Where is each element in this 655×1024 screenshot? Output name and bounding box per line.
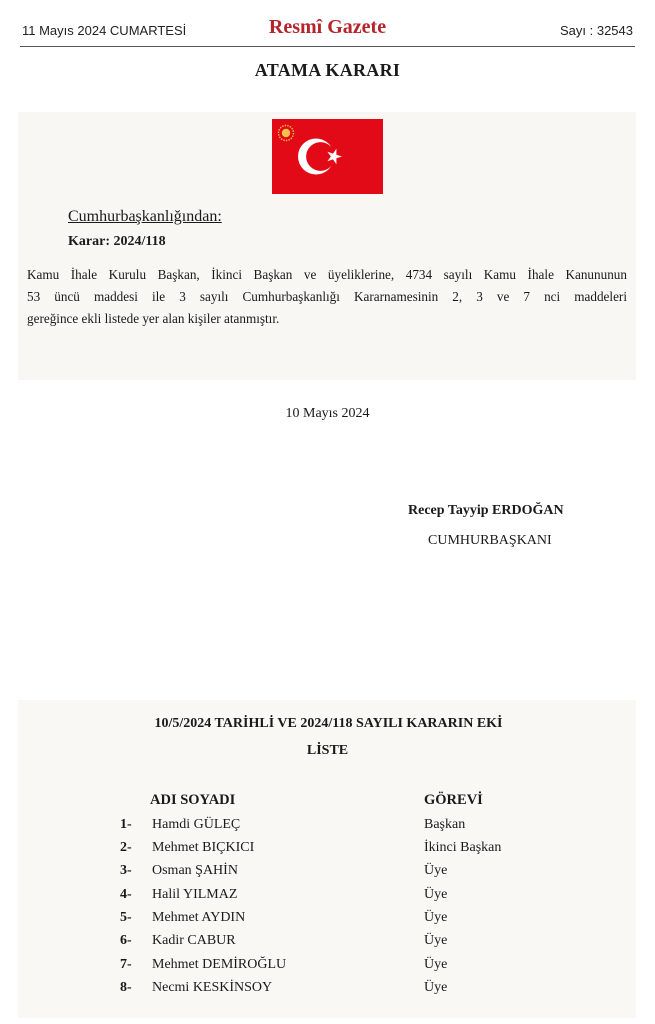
person-role: Üye xyxy=(424,910,448,925)
signature-date: 10 Mayıs 2024 xyxy=(285,406,370,421)
row-number: 7- xyxy=(120,957,132,972)
decision-body-line: 53 üncü maddesi ile 3 sayılı Cumhurbaşkanlığı Kararnamesinin 2, 3 ve 7 nci maddeleri xyxy=(27,289,627,304)
person-name: Mehmet DEMİROĞLU xyxy=(152,957,287,972)
person-name: Halil YILMAZ xyxy=(152,887,238,902)
annex-title: 10/5/2024 TARİHLİ VE 2024/118 SAYILI KARARIN EKİ xyxy=(154,716,503,731)
row-number: 2- xyxy=(120,840,132,855)
row-number: 4- xyxy=(120,887,132,902)
person-role: Üye xyxy=(424,933,448,948)
person-role: Üye xyxy=(424,957,448,972)
row-number: 3- xyxy=(120,863,132,878)
decision-body-line: gereğince ekli listede yer alan kişiler atanmıştır. xyxy=(27,311,280,326)
person-name: Mehmet BIÇKICI xyxy=(152,840,255,855)
list-row xyxy=(0,910,655,932)
person-role: Başkan xyxy=(424,817,466,832)
person-name: Mehmet AYDIN xyxy=(152,910,246,925)
person-name: Kadir CABUR xyxy=(152,933,236,948)
gazette-header xyxy=(20,14,635,47)
person-name: Hamdi GÜLEÇ xyxy=(152,817,241,832)
decision-body xyxy=(27,264,627,330)
list-row xyxy=(0,840,655,862)
decision-number: Karar: 2024/118 xyxy=(68,234,166,249)
person-role: Üye xyxy=(424,980,448,995)
person-name: Necmi KESKİNSOY xyxy=(152,980,273,995)
list-row xyxy=(0,957,655,979)
annex-subtitle: LİSTE xyxy=(306,743,349,758)
list-row xyxy=(0,980,655,1002)
row-number: 8- xyxy=(120,980,132,995)
decision-body-line: Kamu İhale Kurulu Başkan, İkinci Başkan ve üyeliklerine, 4734 sayılı Kamu İhale Kanununun xyxy=(27,267,627,282)
person-role: Üye xyxy=(424,863,448,878)
row-number: 5- xyxy=(120,910,132,925)
list-row xyxy=(0,863,655,885)
document-title: ATAMA KARARI xyxy=(254,60,401,80)
row-number: 6- xyxy=(120,933,132,948)
signer-name: Recep Tayyip ERDOĞAN xyxy=(408,503,564,518)
column-header-name: ADI SOYADI xyxy=(150,792,236,808)
person-role: Üye xyxy=(424,887,448,902)
row-number: 1- xyxy=(120,817,132,832)
person-role: İkinci Başkan xyxy=(424,840,502,855)
gazette-masthead: Resmî Gazete xyxy=(268,16,387,38)
person-name: Osman ŞAHİN xyxy=(152,863,238,878)
header-date: 11 Mayıs 2024 CUMARTESİ xyxy=(22,23,187,38)
list-row xyxy=(0,817,655,839)
list-row xyxy=(0,887,655,909)
header-issue-number: Sayı : 32543 xyxy=(560,23,633,38)
column-header-role: GÖREVİ xyxy=(424,792,483,808)
list-row xyxy=(0,933,655,955)
signer-title: CUMHURBAŞKANI xyxy=(428,533,552,548)
turkish-flag-icon xyxy=(272,119,383,194)
issuing-authority: Cumhurbaşkanlığından: xyxy=(68,208,222,225)
